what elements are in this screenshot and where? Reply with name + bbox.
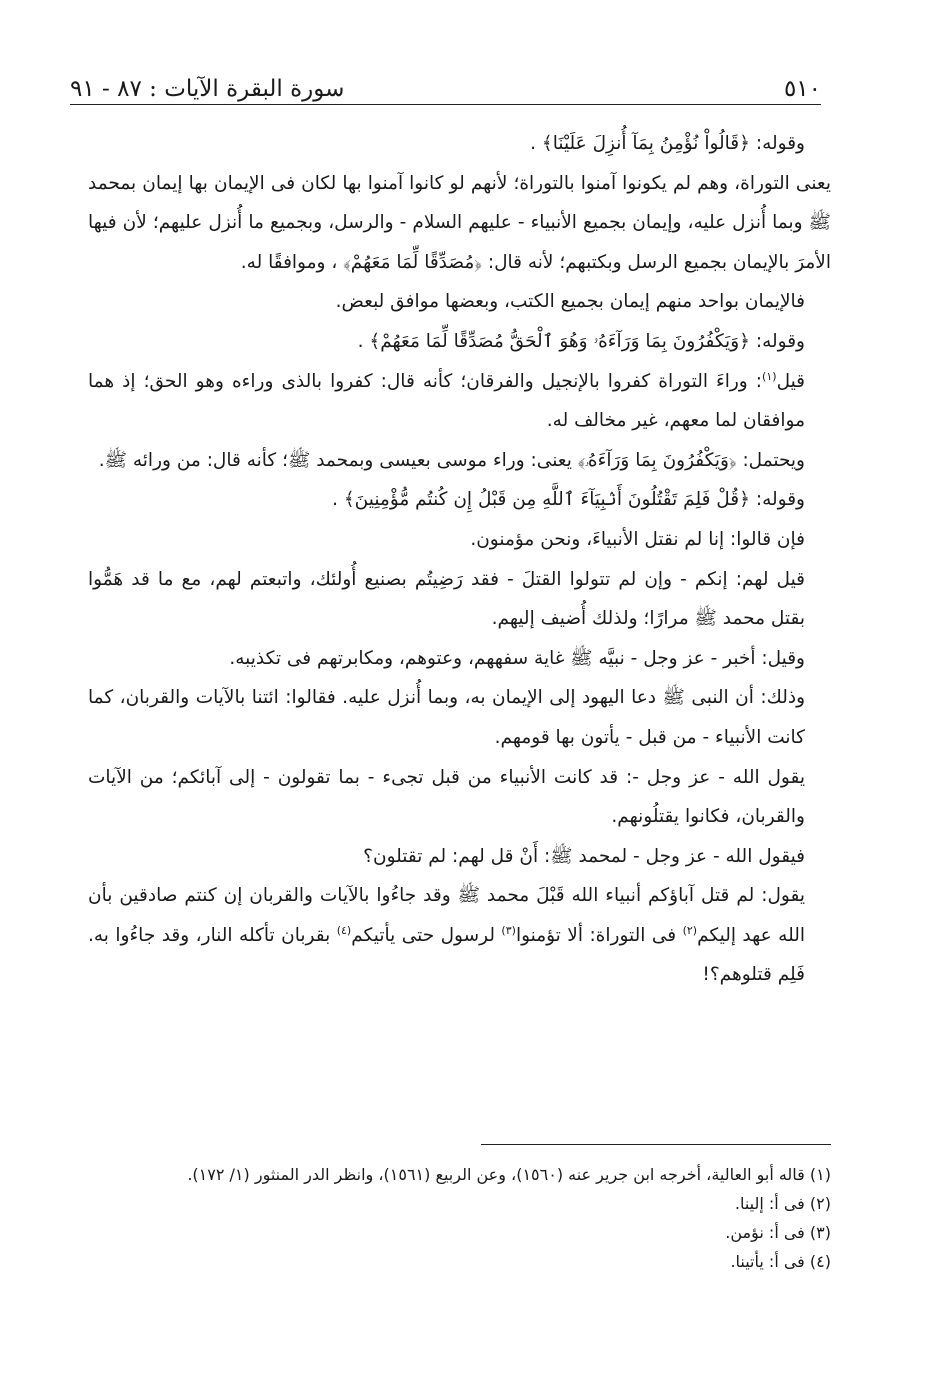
paragraph: وذلك: أن النبى ﷺ دعا اليهود إلى الإيمان به، وبما أُنزل عليه. فقالوا: ائتنا بالآيات والقربان، كما كانت الأنبياء - من قبل - يأتون بها قومهم. (88, 687, 805, 748)
footnote: (٤) فى أ: يأتينا. (730, 1252, 831, 1271)
paragraph: يعنى التوراة، وهم لم يكونوا آمنوا بالتوراة؛ لأنهم لو كانوا آمنوا بها لكان فى الإيمان بها إيمان بمحمد ﷺ وبما أُنزل عليه، وإيمان بجميع الأنبياء - عليهم السلام - والرسل، وبجميع ما أُنزل عليهم؛ لأن فيها الأمرَ بالإيمان بجميع الرسل وبكتبهم؛ لأنه قال: ﴿مُصَدِّقًا لِّمَا مَعَهُمْ﴾ ، وموافقًا له. (88, 172, 831, 273)
paragraph: وقوله: ﴿وَيَكْفُرُونَ بِمَا وَرَآءَهُۥ وَهُوَ ٱلْحَقُّ مُصَدِّقًا لِّمَا مَعَهُمْ﴾ . (357, 330, 805, 352)
footnote-ref: (٢) (682, 923, 698, 937)
footnote: (٢) فى أ: إلينا. (734, 1194, 831, 1213)
footnote-ref: (٤) (336, 923, 352, 937)
header-divider (70, 104, 821, 105)
footnote-divider (481, 1144, 831, 1145)
footnote: (١) قاله أبو العالية، أخرجه ابن جرير عنه (١٥٦٠)، وعن الربيع (١٥٦١)، وانظر الدر المنثور (١/ ١٧٢). (187, 1165, 831, 1184)
paragraph: فإن قالوا: إنا لم نقتل الأنبياءَ، ونحن مؤمنون. (470, 528, 805, 550)
page-header (70, 62, 821, 102)
page-number: ٥١٠ (783, 76, 821, 102)
paragraph: يقول: لم قتل آباؤكم أنبياء الله قَبْلَ محمد ﷺ وقد جاءُوا بالآيات والقربان إن كنتم صادقين بأن الله عهد إليكم$^{(٢)}$ فى التوراة: ألا تؤمنوا$^{(٣)}$ لرسول حتى يأتيكم$^{(٤)}$ بقربان تأكله النار، وقد جاءُوا به. فَلِم قتلوهم؟! (88, 885, 805, 986)
paragraph: فيقول الله - عز وجل - لمحمد ﷺ: أَنْ قل لهم: لم تقتلون؟ (363, 845, 805, 867)
main-text (88, 124, 831, 995)
paragraph: وقوله: ﴿قُلْ فَلِمَ تَقْتُلُونَ أَنۢبِيَآءَ ٱللَّهِ مِن قَبْلُ إِن كُنتُم مُّؤْمِنِينَ﴾ . (332, 489, 805, 511)
paragraph: فالإيمان بواحد منهم إيمان بجميع الكتب، وبعضها موافق لبعض. (335, 291, 805, 313)
running-title: سورة البقرة الآيات : ٨٧ - ٩١ (70, 76, 345, 102)
footnote-ref: (١) (762, 369, 777, 383)
footnotes (120, 1160, 831, 1276)
paragraph: وقيل: أخبر - عز وجل - نبيَّه ﷺ غاية سفههم، وعتوهم، ومكابرتهم فى تكذيبه. (229, 647, 805, 669)
paragraph: وقوله: ﴿قَالُواْ نُؤْمِنُ بِمَآ أُنزِلَ عَلَيْنَا﴾ . (530, 133, 805, 154)
paragraph: ويحتمل: ﴿وَيَكْفُرُونَ بِمَا وَرَآءَهُۥ﴾ يعنى: وراء موسى بعيسى وبمحمد ﷺ؛ كأنه قال: من ورائه ﷺ. (98, 449, 805, 471)
paragraph: قيل لهم: إنكم - وإن لم تتولوا القتلَ - فقد رَضِيتُم بصنيع أُولئك، واتبعتم لهم، مع ما قد هَمُّوا بقتل محمد ﷺ مرارًا؛ ولذلك أُضيف إليهم. (88, 568, 805, 630)
paragraph: يقول الله - عز وجل -: قد كانت الأنبياء من قبل تجىء - بما تقولون - إلى آبائكم؛ من الآيات والقربان، فكانوا يقتلُونهم. (88, 766, 805, 828)
footnote: (٣) فى أ: نؤمن. (725, 1223, 831, 1242)
paragraph: قيل$^{(١)}$: وراءَ التوراة كفروا بالإنجيل والفرقان؛ كأنه قال: كفروا بالذى وراءه وهو الحق؛ إذ هما موافقان لما معهم، غير مخالف له. (88, 369, 805, 432)
footnote-ref: (٣) (501, 923, 516, 937)
